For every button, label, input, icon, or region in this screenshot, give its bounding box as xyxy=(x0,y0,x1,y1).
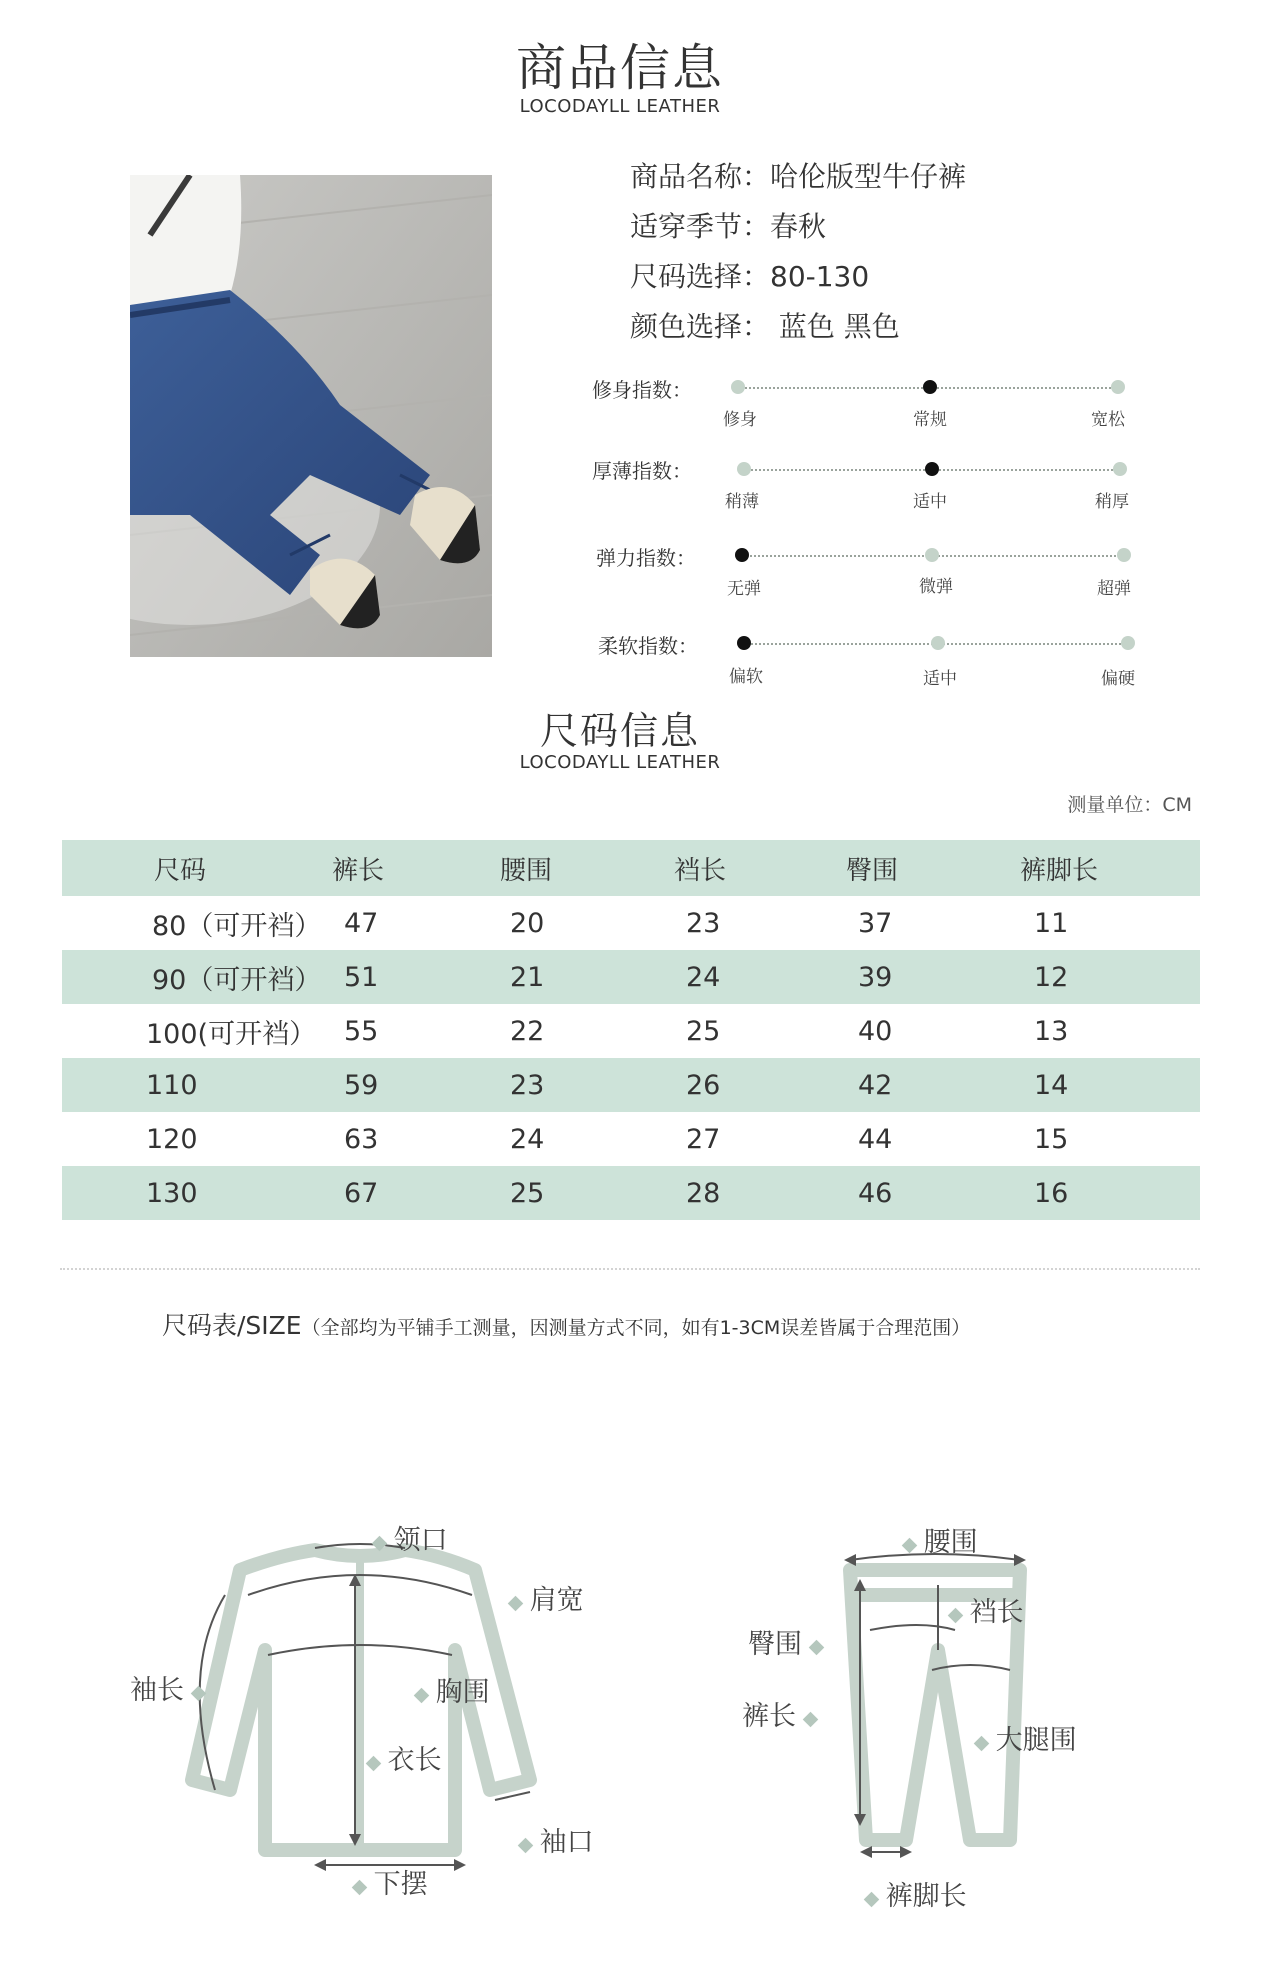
chest-text: 胸围 xyxy=(435,1677,490,1708)
diamond-icon xyxy=(508,1596,524,1612)
fit-index-dot-selected xyxy=(923,380,937,394)
table-cell: 130 xyxy=(146,1177,198,1209)
size-note-detail: （全部均为平铺手工测量，因测量方式不同，如有1-3CM误差皆属于合理范围） xyxy=(301,1317,971,1339)
chest-label xyxy=(416,1670,490,1709)
table-header-cell: 尺码 xyxy=(154,855,207,886)
table-cell: 15 xyxy=(1034,1123,1069,1155)
table-cell: 42 xyxy=(858,1069,893,1101)
size-info-subtitle: LOCODAYLL LEATHER xyxy=(519,752,721,773)
section-divider xyxy=(60,1268,1200,1270)
rise-label xyxy=(950,1590,1024,1629)
table-cell: 23 xyxy=(510,1069,545,1101)
diamond-icon xyxy=(518,1838,534,1854)
table-row xyxy=(62,1166,1200,1220)
shoulder-text: 肩宽 xyxy=(529,1585,584,1616)
diamond-icon xyxy=(974,1736,990,1752)
thickness-option-label: 稍薄 xyxy=(725,492,759,512)
thigh-label xyxy=(976,1718,1077,1757)
table-cell: 55 xyxy=(344,1015,379,1047)
fit-index-dot xyxy=(731,380,745,394)
product-name: 商品名称：哈伦版型牛仔裤 xyxy=(630,160,967,193)
product-sizes: 尺码选择：80-130 xyxy=(630,260,870,293)
table-cell: 23 xyxy=(686,907,721,939)
table-cell: 90（可开裆） xyxy=(152,964,322,996)
product-info-subtitle: LOCODAYLL LEATHER xyxy=(519,96,721,117)
elasticity-index-dot xyxy=(925,548,939,562)
cuff-text: 袖口 xyxy=(539,1827,594,1858)
diamond-icon xyxy=(802,1712,818,1728)
table-cell: 100(可开裆） xyxy=(146,1018,317,1050)
table-cell: 22 xyxy=(510,1015,545,1047)
table-header-cell: 腰围 xyxy=(500,855,553,886)
elasticity-option-label: 微弹 xyxy=(919,577,953,597)
diamond-icon xyxy=(808,1640,824,1656)
elasticity-index-dot-selected xyxy=(735,548,749,562)
table-cell: 13 xyxy=(1034,1015,1069,1047)
thickness-option-label: 稍厚 xyxy=(1095,492,1129,512)
measurement-unit: 测量单位：CM xyxy=(1067,794,1192,816)
elasticity-index-label: 弹力指数： xyxy=(596,546,696,570)
table-cell: 28 xyxy=(686,1177,721,1209)
elasticity-index-dot xyxy=(1117,548,1131,562)
hip-label xyxy=(748,1622,822,1661)
table-cell: 47 xyxy=(344,907,379,939)
leg-opening-label xyxy=(866,1874,967,1913)
table-row xyxy=(62,1058,1200,1112)
diamond-icon xyxy=(352,1880,368,1896)
jacket-length-text: 衣长 xyxy=(387,1745,442,1776)
sleeve-text: 袖长 xyxy=(130,1675,184,1706)
table-header-cell: 裤长 xyxy=(332,855,385,886)
table-cell: 51 xyxy=(344,961,379,993)
table-cell: 25 xyxy=(510,1177,545,1209)
pants-length-text: 裤长 xyxy=(742,1701,796,1732)
product-info-title: 商品信息 xyxy=(516,39,724,97)
fit-option-label: 常规 xyxy=(913,410,947,430)
thickness-option-label: 适中 xyxy=(913,492,947,512)
collar-label xyxy=(374,1518,448,1557)
softness-option-label: 偏硬 xyxy=(1101,669,1135,689)
collar-text: 领口 xyxy=(393,1525,448,1556)
fit-index-dot xyxy=(1111,380,1125,394)
leg-opening-text: 裤脚长 xyxy=(885,1881,967,1912)
table-cell: 24 xyxy=(686,961,721,993)
product-season: 适穿季节：春秋 xyxy=(630,210,827,243)
jacket-length-label xyxy=(368,1738,442,1777)
table-header-cell: 裤脚长 xyxy=(1020,855,1099,886)
cuff-label xyxy=(520,1820,594,1859)
table-cell: 16 xyxy=(1034,1177,1069,1209)
table-cell: 110 xyxy=(146,1069,198,1101)
table-header-cell: 裆长 xyxy=(674,855,727,886)
diamond-icon xyxy=(190,1686,206,1702)
table-cell: 67 xyxy=(344,1177,379,1209)
table-cell: 24 xyxy=(510,1123,545,1155)
softness-option-label: 适中 xyxy=(923,669,957,689)
softness-index-dot xyxy=(931,636,945,650)
thickness-index-dot-selected xyxy=(925,462,939,476)
diamond-icon xyxy=(414,1688,430,1704)
product-colors: 颜色选择： 蓝色 黑色 xyxy=(630,310,900,343)
waist-label xyxy=(904,1520,978,1559)
elasticity-option-label: 无弹 xyxy=(727,579,761,599)
table-cell: 14 xyxy=(1034,1069,1069,1101)
thickness-index-label: 厚薄指数： xyxy=(592,459,692,483)
softness-index-label: 柔软指数： xyxy=(598,634,698,658)
table-cell: 25 xyxy=(686,1015,721,1047)
thickness-index-dot xyxy=(737,462,751,476)
diamond-icon xyxy=(864,1892,880,1908)
fit-index-label: 修身指数： xyxy=(592,378,692,402)
size-note xyxy=(162,1306,970,1342)
table-cell: 120 xyxy=(146,1123,198,1155)
softness-index-dot xyxy=(1121,636,1135,650)
pants-length-label xyxy=(742,1694,816,1733)
size-note-main: 尺码表/SIZE xyxy=(162,1311,302,1340)
table-row xyxy=(62,950,1200,1004)
hip-text: 臀围 xyxy=(748,1629,802,1660)
diamond-icon xyxy=(372,1536,388,1552)
table-cell: 80（可开裆） xyxy=(152,910,322,942)
shoulder-label xyxy=(510,1578,584,1617)
hem-text: 下摆 xyxy=(373,1869,428,1900)
table-cell: 46 xyxy=(858,1177,893,1209)
table-cell: 27 xyxy=(686,1123,721,1155)
table-cell: 21 xyxy=(510,961,545,993)
elasticity-option-label: 超弹 xyxy=(1097,579,1131,599)
rise-text: 裆长 xyxy=(969,1597,1024,1628)
softness-option-label: 偏软 xyxy=(729,667,763,687)
fit-option-label: 修身 xyxy=(723,410,757,430)
table-cell: 11 xyxy=(1034,907,1069,939)
waist-text: 腰围 xyxy=(923,1527,978,1558)
table-cell: 12 xyxy=(1034,961,1069,993)
thigh-text: 大腿围 xyxy=(995,1725,1077,1756)
softness-index-dot-selected xyxy=(737,636,751,650)
table-cell: 20 xyxy=(510,907,545,939)
table-cell: 26 xyxy=(686,1069,721,1101)
table-cell: 59 xyxy=(344,1069,379,1101)
size-table xyxy=(62,840,1200,1220)
diamond-icon xyxy=(902,1538,918,1554)
table-cell: 39 xyxy=(858,961,893,993)
sleeve-label xyxy=(130,1668,204,1707)
product-photo xyxy=(130,175,492,657)
table-row xyxy=(62,1112,1200,1166)
table-row xyxy=(62,1004,1200,1058)
table-cell: 40 xyxy=(858,1015,893,1047)
table-row xyxy=(62,896,1200,950)
table-cell: 44 xyxy=(858,1123,893,1155)
table-cell: 37 xyxy=(858,907,893,939)
table-cell: 63 xyxy=(344,1123,379,1155)
size-info-title: 尺码信息 xyxy=(539,709,700,753)
diamond-icon xyxy=(948,1608,964,1624)
fit-option-label: 宽松 xyxy=(1091,410,1125,430)
table-header-row xyxy=(62,840,1200,896)
thickness-index-dot xyxy=(1113,462,1127,476)
hem-label xyxy=(354,1862,428,1901)
table-header-cell: 臀围 xyxy=(846,855,899,886)
diamond-icon xyxy=(366,1756,382,1772)
